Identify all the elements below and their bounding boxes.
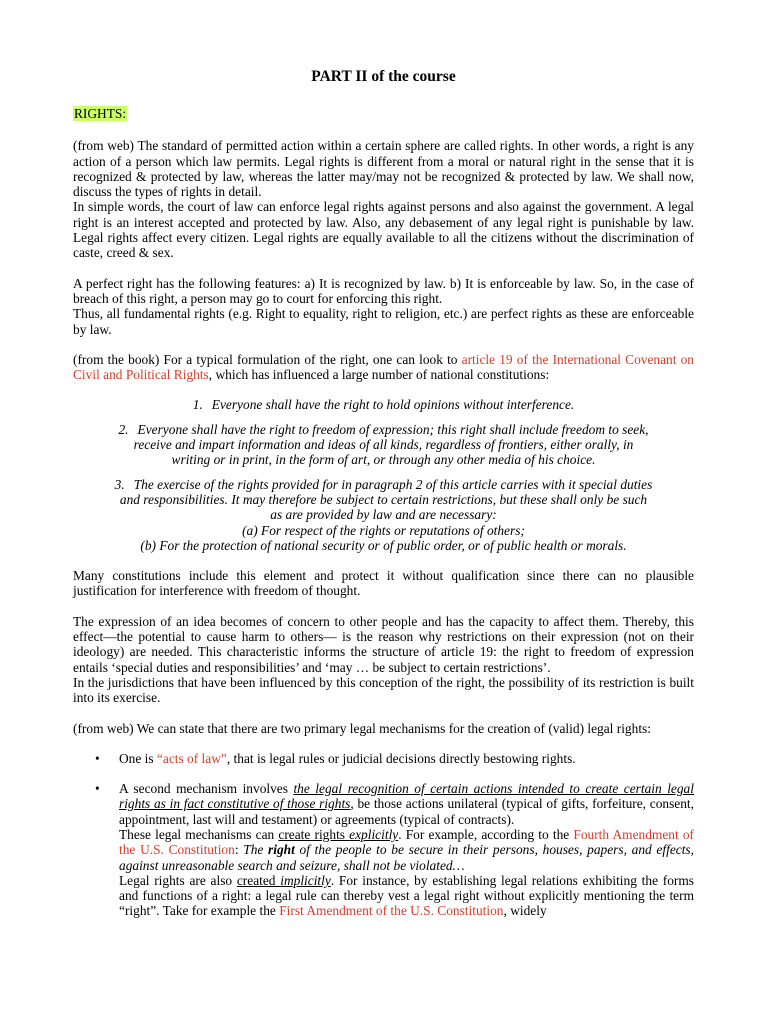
quote-line: writing or in print, in the form of art, or through any other media of his choice. [171, 452, 596, 468]
emphasis-text: the legal recognition of certain actions intended to create certain legal rights as in fact constitutive of those rights [119, 781, 694, 812]
quote-line: and responsibilities. It may therefore be subject to certain restrictions, but these shall only be such [119, 491, 648, 507]
quote-line: as are provided by law and are necessary: [270, 507, 497, 523]
bullet-sentence-3 [119, 873, 694, 919]
text-segment: , which has influenced a large number of national constitutions: [208, 367, 550, 383]
paragraph-definition: (from web) The standard of permitted action within a certain sphere are called rights. In other words, a right is any action of a person which law permits. Legal rights is different from a moral or natural right in the sense that it is recognized & protected by law, whereas the latter may/may not be recognized & protected by law. We shall now, discuss the types of rights in detail. [73, 138, 694, 200]
text-segment: : [234, 842, 244, 858]
quote-text: The [243, 842, 269, 858]
text-segment: These legal mechanisms can [119, 826, 279, 842]
paragraph-book-formulation [73, 352, 694, 383]
list-item [73, 781, 694, 919]
quote-line: The exercise of the rights provided for in paragraph 2 of this article carries with it special duties [133, 476, 653, 492]
text-segment: . For example, according to the [398, 826, 574, 842]
text-segment: . For instance, by establishing legal relations exhibiting the forms and functions of a right: a legal rule can thereby vest a legal right without explicitly mentioning the term “right”. Take for example the [119, 872, 694, 919]
paragraph-mechanisms-intro: (from web) We can state that there are two primary legal mechanisms for the creation of (valid) legal rights: [73, 720, 651, 736]
text-segment: , that is legal rules or judicial decisions directly bestowing rights. [226, 750, 576, 766]
paragraph-perfect-right: A perfect right has the following features: a) It is recognized by law. b) It is enforceable by law. So, in the case of breach of this right, a person may go to court for enforcing this right. [73, 275, 694, 306]
quote-number: 1. [192, 397, 203, 413]
quote-line: (a) For respect of the rights or reputations of others; [242, 522, 525, 538]
text-segment: (from the book) For a typical formulation of the right, one can look to [73, 351, 462, 367]
text-segment: , be those actions unilateral (typical of gifts, forfeiture, consent, appointment, last will and testament) or agreements (typical of contracts). [119, 796, 694, 827]
quote-item-3 [73, 477, 694, 553]
quote-number: 2. [118, 421, 129, 437]
quote-line: (b) For the protection of national security or of public order, or of public health or morals. [140, 537, 627, 553]
text-segment: A second mechanism involves [119, 781, 294, 797]
fourth-amendment-reference: Fourth Amendment of the U.S. Constitution [119, 826, 695, 858]
text-segment: One is [119, 750, 157, 766]
quote-line: receive and impart information and ideas of all kinds, regardless of frontiers, either orally, in [133, 437, 634, 453]
article-19-reference: article 19 of the International Covenant on Civil and Political Rights [73, 351, 694, 383]
document-page [73, 68, 694, 919]
text-segment: , widely [503, 903, 547, 919]
quote-item-2 [73, 422, 694, 468]
emphasis-text: create rights [278, 826, 350, 842]
quote-line: Everyone shall have the right to hold opinions without interference. [211, 397, 575, 413]
text-segment: Legal rights are also [119, 872, 237, 888]
bullet-icon: • [95, 781, 100, 797]
quote-number: 3. [114, 476, 125, 492]
quote-text: of the people to be secure in their persons, houses, papers, and effects, against unreasonable search and seizure, shall not be violated… [119, 842, 694, 873]
paragraph-fundamental-rights: Thus, all fundamental rights (e.g. Right to equality, right to religion, etc.) are perfect rights as these are enforceable by law. [73, 306, 694, 337]
list-item [73, 751, 694, 766]
quote-line: Everyone shall have the right to freedom of expression; this right shall include freedom to seek, [137, 421, 649, 437]
emphasis-text: explicitly [349, 826, 399, 842]
bullet-sentence-1 [119, 781, 694, 827]
section-label-rights: RIGHTS: [74, 106, 127, 121]
paragraph-jurisdictions: In the jurisdictions that have been influenced by this conception of the right, the possibility of its restriction is built into its exercise. [73, 674, 694, 706]
paragraph-constitutions: Many constitutions include this element and protect it without qualification since there can no plausible justification for interference with freedom of thought. [73, 568, 694, 599]
acts-of-law-reference: “acts of law” [156, 750, 227, 766]
page-title: PART II of the course [311, 68, 456, 85]
mechanisms-list [73, 751, 694, 919]
quote-text-bold: right [268, 842, 295, 858]
paragraph-expression: The expression of an idea becomes of concern to other people and has the capacity to affect them. Thereby, this effect—the potential to cause harm to others— is the reason why restrictions on their expression (not on their ideology) are needed. This characteristic informs the structure of article 19: the right to freedom of expression entails ‘special duties and responsibilities’ and ‘may … be subject to certain restrictions’. [73, 613, 694, 675]
paragraph-legal-rights: In simple words, the court of law can enforce legal rights against persons and also against the government. A legal right is an interest accepted and protected by law. Also, any debasement of any legal right is punishable by law. Legal rights affect every citizen. Legal rights are equally available to all the citizens without the discrimination of caste, creed & sex. [73, 199, 694, 261]
bullet-sentence-2 [119, 827, 694, 873]
emphasis-text: implicitly [280, 872, 331, 888]
quote-item-1 [73, 397, 694, 412]
emphasis-text: created [236, 872, 281, 888]
bullet-icon: • [95, 750, 100, 766]
first-amendment-reference: First Amendment of the U.S. Constitution [279, 903, 504, 919]
